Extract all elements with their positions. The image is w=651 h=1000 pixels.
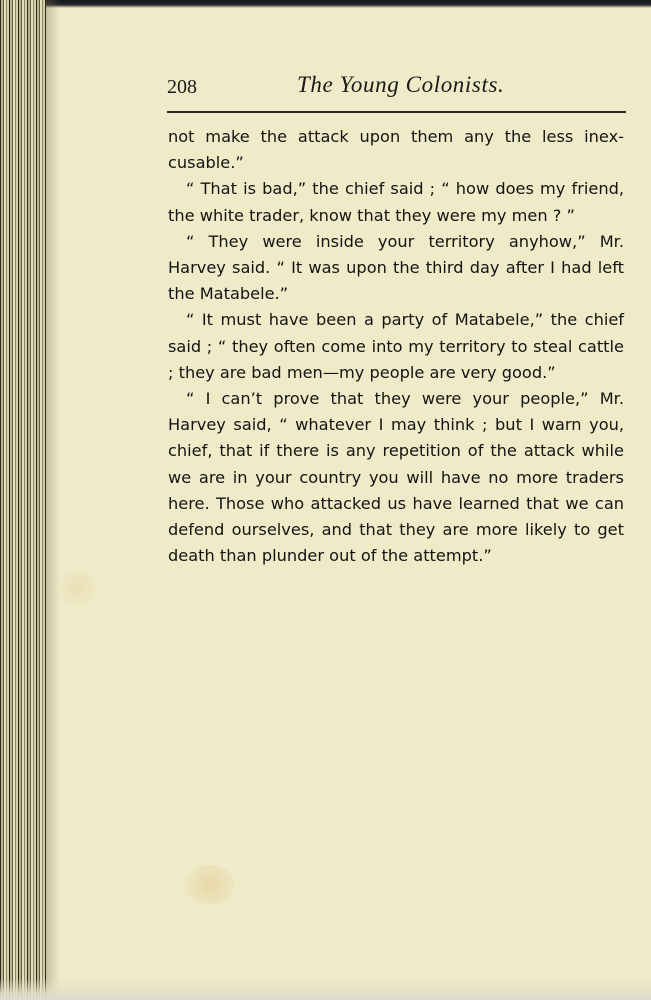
page-bottom-edge — [0, 978, 651, 1000]
running-head — [167, 70, 626, 104]
page-number: 208 — [167, 76, 197, 98]
running-title: The Young Colonists. — [297, 72, 505, 97]
paragraph: not make the attack upon them any the less inex-cusable.” — [168, 127, 624, 173]
book-binding — [0, 0, 46, 1000]
paragraph: “ They were inside your territory anyhow,” Mr. Harvey said. “ It was upon the third day after I had left the Matabele.” — [168, 231, 624, 304]
paper-stain — [185, 865, 235, 905]
body-text — [168, 124, 624, 569]
page-top-edge — [0, 0, 651, 8]
paragraph: “ That is bad,” the chief said ; “ how does my friend, the white trader, know that they were my men ? ” — [168, 179, 624, 225]
header-rule — [167, 111, 626, 113]
paper-stain — [60, 570, 96, 606]
paragraph: “ It must have been a party of Matabele,” the chief said ; “ they often come into my territory to steal cattle ; they are bad men—my people are very good.” — [168, 310, 624, 382]
paragraph: “ I can’t prove that they were your people,” Mr. Harvey said, “ whatever I may think ; but I warn you, chief, that if there is any repetition of the attack while we are in your country you will have no more traders here. Those who attacked us have learned that we can defend ourselves, and that they are more likely to get death than plunder out of the attempt.” — [168, 389, 624, 566]
binding-shadow — [46, 0, 60, 1000]
